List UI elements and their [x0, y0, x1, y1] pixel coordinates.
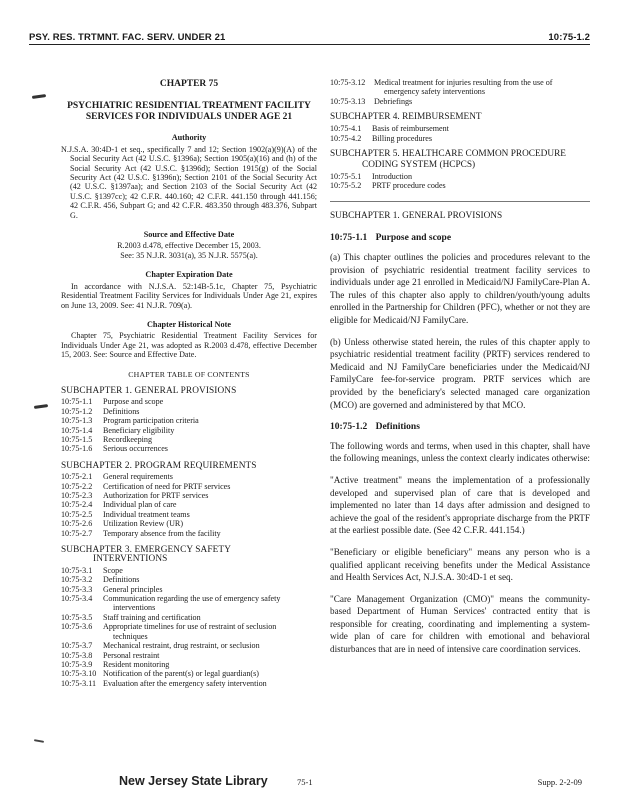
- margin-mark: [34, 404, 48, 409]
- section-title: Definitions: [375, 422, 420, 433]
- toc-entry-title: Basis of reimbursement: [372, 124, 449, 134]
- toc-entry-number: 10:75-2.2: [61, 481, 93, 491]
- page-number: 75-1: [297, 777, 313, 787]
- toc-entry-number: 10:75-1.1: [61, 397, 93, 407]
- left-column: [61, 62, 317, 688]
- toc-entry-title: Personal restraint: [103, 650, 160, 660]
- chapter-number: CHAPTER 75: [159, 79, 219, 89]
- toc-entry-title: Serious occurrences: [103, 444, 168, 454]
- toc-entry: [61, 416, 317, 425]
- toc-subchapter-3: [61, 546, 317, 565]
- toc-heading: CHAPTER TABLE OF CONTENTS: [128, 369, 250, 379]
- supplement-date: Supp. 2-2-09: [537, 777, 582, 787]
- toc-entry-number: 10:75-3.4: [61, 594, 93, 604]
- toc-entry-title: Recordkeeping: [103, 434, 152, 444]
- toc-continued: [330, 78, 590, 191]
- toc-entry: [61, 660, 317, 669]
- toc-entry-number: 10:75-5.1: [330, 172, 362, 182]
- toc-entry: [61, 669, 317, 678]
- section-heading: [330, 232, 590, 245]
- toc-subchapter-5-title: SUBCHAPTER 5. HEALTHCARE COMMON PROCEDURE: [330, 149, 566, 160]
- toc-entry-number: 10:75-3.12: [330, 78, 366, 87]
- toc-entry-title: Program participation criteria: [103, 416, 199, 426]
- toc-entry-number: 10:75-2.4: [61, 500, 93, 510]
- expiration-text: In accordance with N.J.S.A. 52:14B-5.1c, Chapter 75, Psychiatric Residential Treatment Facility Services for Individuals Under Age 21, expires on June 13, 2009. See: 41 N.J.R. 709(a).: [61, 281, 317, 310]
- toc-entry-title: Authorization for PRTF services: [103, 491, 209, 500]
- toc-entry-number: 10:75-2.6: [61, 519, 93, 529]
- toc-entry-number: 10:75-1.4: [61, 425, 93, 435]
- toc-entry-number: 10:75-3.8: [61, 650, 93, 660]
- section-heading: [330, 421, 590, 434]
- toc-entry-title-cont: emergency safety interventions: [384, 87, 485, 97]
- toc-entry: [61, 500, 317, 509]
- toc-entry-title-cont: interventions: [113, 603, 156, 613]
- toc-entry-number: 10:75-3.11: [61, 678, 96, 688]
- toc-list-1: [61, 397, 317, 453]
- toc-entry-title: Resident monitoring: [103, 659, 170, 669]
- toc-list-2: [61, 472, 317, 538]
- toc-entry-number: 10:75-2.7: [61, 528, 93, 538]
- toc-entry-title: Beneficiary eligibility: [103, 425, 175, 435]
- toc-entry: [61, 444, 317, 453]
- toc-entry-number: 10:75-3.13: [330, 96, 366, 106]
- toc-entry: [61, 510, 317, 519]
- header-section-number: 10:75-1.2: [548, 32, 590, 43]
- toc-entry: [61, 594, 317, 613]
- toc-subchapter-3-title-cont: INTERVENTIONS: [93, 554, 168, 565]
- margin-mark: [32, 94, 46, 99]
- toc-entry-number: 10:75-3.5: [61, 612, 93, 622]
- toc-entry-title: PRTF procedure codes: [372, 181, 446, 191]
- toc-entry: [61, 651, 317, 660]
- toc-entry-number: 10:75-2.5: [61, 509, 93, 519]
- toc-entry: [330, 78, 590, 97]
- toc-entry-number: 10:75-3.6: [61, 622, 93, 632]
- chapter-title: PSYCHIATRIC RESIDENTIAL TREATMENT FACILITY SERVICES FOR INDIVIDUALS UNDER AGE 21: [67, 101, 311, 123]
- toc-subchapter-5-title-cont: CODING SYSTEM (HCPCS): [362, 160, 476, 171]
- section-title: Purpose and scope: [375, 233, 452, 244]
- toc-entry: [61, 575, 317, 584]
- toc-entry-title: Certification of need for PRTF services: [103, 481, 231, 491]
- toc-entry-number: 10:75-1.2: [61, 406, 93, 416]
- historical-heading: Chapter Historical Note: [147, 319, 231, 329]
- toc-entry: [61, 482, 317, 491]
- toc-entry: [330, 172, 590, 181]
- toc-entry-title: Notification of the parent(s) or legal guardian(s): [103, 669, 259, 679]
- right-column: [330, 78, 590, 665]
- toc-entry-title: General requirements: [103, 472, 173, 482]
- toc-entry-title: Mechanical restraint, drug restraint, or seclusion: [103, 641, 260, 651]
- toc-entry-number: 10:75-3.9: [61, 659, 93, 669]
- toc-entry: [61, 566, 317, 575]
- toc-entry-number: 10:75-1.3: [61, 416, 93, 426]
- toc-entry: [330, 134, 590, 143]
- section-number: 10:75-1.1: [330, 233, 368, 244]
- section-number: 10:75-1.2: [330, 422, 368, 433]
- toc-entry-number: 10:75-4.2: [330, 133, 362, 143]
- toc-entry-title: Individual treatment teams: [103, 509, 190, 519]
- toc-entry-title: Evaluation after the emergency safety intervention: [103, 678, 267, 688]
- toc-entry-title: Staff training and certification: [103, 612, 201, 622]
- toc-subchapter-5: [330, 149, 590, 171]
- toc-entry-number: 10:75-2.3: [61, 491, 93, 500]
- source-line-1: R.2003 d.478, effective December 15, 2003.: [117, 241, 261, 251]
- toc-entry-title: Scope: [103, 565, 123, 575]
- toc-entry-title: Communication regarding the use of emergency safety: [103, 594, 281, 604]
- toc-entry-title: Definitions: [103, 575, 140, 585]
- toc-entry-number: 10:75-3.2: [61, 575, 93, 585]
- toc-entry: [330, 97, 590, 106]
- toc-entry-title: Appropriate timelines for use of restraint of seclusion: [103, 622, 277, 632]
- toc-entry: [61, 529, 317, 538]
- paragraph: (b) Unless otherwise stated herein, the rules of this chapter apply to psychiatric residential treatment facility (PRTF) services rendered to Medicaid and NJ FamilyCare beneficiaries under the Medicaid/NJ FamilyCare fee-for-service program. PRTF services which are provided by the beneficiary's selected managed care organization (MCO) are governed and administered by that MCO.: [330, 336, 590, 410]
- toc-subchapter-3-title: SUBCHAPTER 3. EMERGENCY SAFETY: [61, 545, 232, 556]
- toc-list-3: [61, 566, 317, 688]
- toc-entry-number: 10:75-2.1: [61, 472, 93, 482]
- toc-entry: [61, 407, 317, 416]
- divider: [330, 201, 590, 202]
- paragraph: The following words and terms, when used in this chapter, shall have the following meanings, unless the context clearly indicates otherwise:: [330, 440, 590, 464]
- running-header: [29, 30, 590, 45]
- toc-entry-title: Temporary absence from the facility: [103, 528, 221, 538]
- toc-entry-number: 10:75-3.7: [61, 641, 93, 651]
- toc-entry-title: Introduction: [372, 172, 413, 182]
- definition-paragraph: "Beneficiary or eligible beneficiary" means any person who is a qualified applicant receiving benefits under the Medical Assistance and Health Services Act, N.J.S.A. 30:4D-1 et seq.: [330, 546, 590, 583]
- subchapter-heading: SUBCHAPTER 1. GENERAL PROVISIONS: [330, 210, 503, 221]
- toc-entry: [61, 613, 317, 622]
- margin-mark: [34, 739, 44, 743]
- library-stamp: New Jersey State Library: [119, 774, 268, 788]
- toc-entry-title: Debriefings: [374, 96, 413, 106]
- toc-entry-number: 10:75-1.6: [61, 444, 93, 454]
- authority-text: N.J.S.A. 30:4D-1 et seq., specifically 7 and 12; Section 1902(a)(9)(A) of the Social Security Act (42 U.S.C. §1396a); Section 1905(a)(16) and (h) of the Social Security Act (42 U.S.C. §1396d); Section 1915(g) of the Social Security Act (42 U.S.C. §1396n); Section 2101 of the Social Security Act (42 U.S.C. §1397aa); and Section 2103 of the Social Security Act (42 U.S.C. §1397cc); 42 C.F.R. 440.160; 42 C.F.R. 441.150 through 441.156; 42 C.F.R. 456, Subpart G; and 42 C.F.R. 483.350 through 483.376, Subpart G.: [61, 144, 317, 220]
- toc-entry-number: 10:75-5.2: [330, 181, 362, 191]
- historical-text: Chapter 75, Psychiatric Residential Treatment Facility Services for Individuals Under Age 21, was adopted as R.2003 d.478, effective December 15, 2003. See: Source and Effective Date.: [61, 331, 317, 360]
- toc-entry: [61, 472, 317, 481]
- authority-heading: Authority: [171, 133, 207, 143]
- toc-entry: [61, 491, 317, 500]
- toc-entry: [330, 181, 590, 190]
- toc-entry-title: Individual plan of care: [103, 500, 177, 510]
- toc-subchapter-1: SUBCHAPTER 1. GENERAL PROVISIONS: [61, 385, 237, 396]
- toc-entry-title-cont: techniques: [113, 631, 148, 641]
- definition-paragraph: "Active treatment" means the implementation of a professionally developed and supervised plan of care that is developed and implemented no later than 14 days after admission and designed to achieve the goal of the resident's appropriate discharge from the PRTF at the earliest possible date. (See 42 C.F.R. 441.154.): [330, 474, 590, 536]
- toc-entry-number: 10:75-4.1: [330, 124, 362, 134]
- toc-entry-title: Definitions: [103, 406, 140, 416]
- paragraph: (a) This chapter outlines the policies and procedures relevant to the provision of psychiatric residential treatment facility services to individuals under age 21 enrolled in Medicaid/NJ FamilyCare-Plan A. The rules of this chapter also apply to children/youth/young adults enrolled in the Partnership for Children (PFC), whether or not they are eligible for Medicaid/NJ FamilyCare.: [330, 252, 590, 325]
- source-line-2: See: 35 N.J.R. 3031(a), 35 N.J.R. 5575(a).: [120, 250, 258, 260]
- toc-entry: [61, 622, 317, 641]
- toc-subchapter-4: SUBCHAPTER 4. REIMBURSEMENT: [330, 112, 482, 123]
- expiration-heading: Chapter Expiration Date: [145, 270, 233, 280]
- toc-entry-number: 10:75-3.1: [61, 565, 93, 575]
- toc-entry-title: Purpose and scope: [103, 397, 164, 407]
- header-title: PSY. RES. TRTMNT. FAC. SERV. UNDER 21: [29, 32, 226, 43]
- toc-entry: [61, 641, 317, 650]
- toc-entry: [61, 397, 317, 406]
- toc-entry: [61, 585, 317, 594]
- toc-entry: [330, 124, 590, 133]
- definition-paragraph: "Care Management Organization (CMO)" means the community-based Department of Human Services' contracted entity that is responsible for creating, coordinating and implementing a system-wide plan of care for children with emotional and behavioral disturbances that are in need of intensive care coordination services.: [330, 593, 590, 655]
- toc-entry-number: 10:75-3.10: [61, 669, 97, 679]
- toc-entry-number: 10:75-1.5: [61, 434, 93, 444]
- toc-entry: [61, 435, 317, 444]
- toc-entry-title: Utilization Review (UR): [103, 519, 184, 529]
- source-heading: Source and Effective Date: [143, 230, 235, 240]
- toc-entry: [61, 679, 317, 688]
- toc-subchapter-2: SUBCHAPTER 2. PROGRAM REQUIREMENTS: [61, 460, 257, 471]
- toc-entry: [61, 519, 317, 528]
- toc-entry: [61, 426, 317, 435]
- toc-entry-title: Billing procedures: [372, 133, 433, 143]
- toc-entry-title: General principles: [103, 584, 163, 594]
- toc-entry-number: 10:75-3.3: [61, 584, 93, 594]
- toc-entry-title: Medical treatment for injuries resulting from the use of: [374, 78, 553, 87]
